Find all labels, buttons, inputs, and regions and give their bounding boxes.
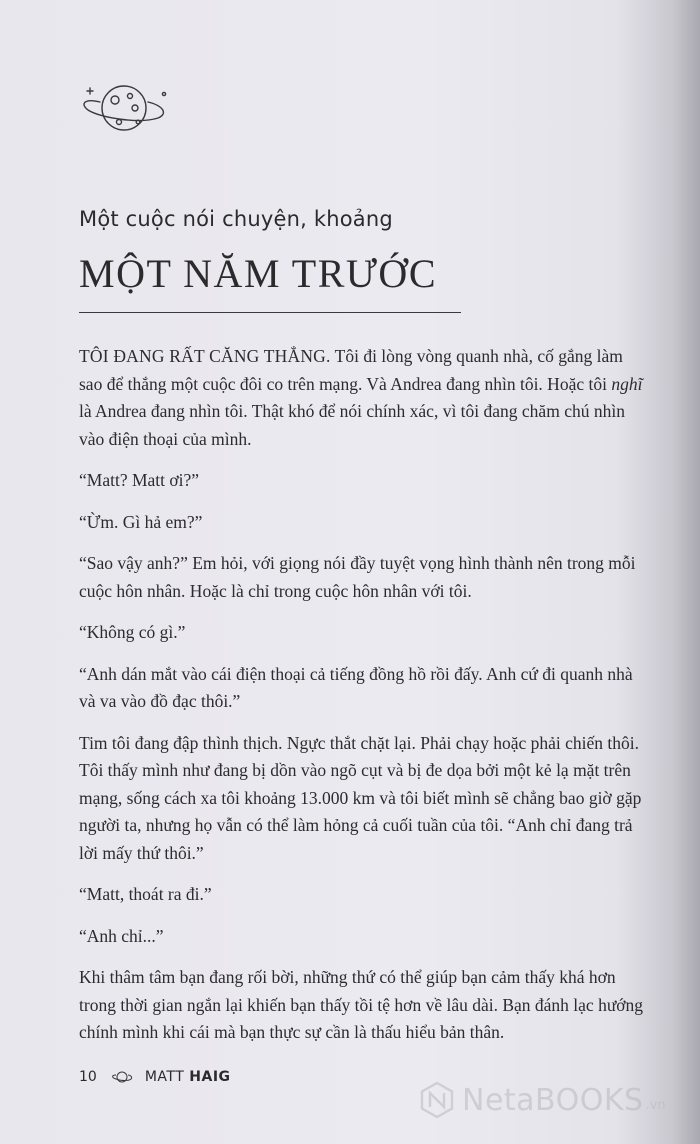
paragraph-1 [79,343,647,453]
netabooks-logo-icon [418,1081,456,1119]
paragraph-1-emphasis: nghĩ [611,373,643,394]
paragraph-7: Tim tôi đang đập thình thịch. Ngực thắt chặt lại. Phải chạy hoặc phải chiến thôi. Tôi thấy mình như đang bị dồn vào ngõ cụt và bị đe dọa bởi một kẻ lạ mặt trên mạng, sống cách xa tôi khoảng 13.000 km và tôi biết mình sẽ chẳng bao giờ gặp người ta, nhưng họ vẫn có thể làm hỏng cả cuối tuần của tôi. “Anh chỉ đang trả lời mấy thứ thôi.” [79,732,642,863]
planet-icon [78,72,170,142]
page-footer [79,1069,231,1085]
paragraph-10: Khi thâm tâm bạn đang rối bời, những thứ có thể giúp bạn cảm thấy khá hơn trong thời gian ngắn lại khiến bạn thấy tồi tệ hơn về lâu dài. Bạn đánh lạc hướng chính mình khi cái mà bạn thực sự cần là thấu hiểu bản thân. [79,967,644,1042]
paragraph-4: “Sao vậy anh?” Em hỏi, với giọng nói đầy tuyệt vọng hình thành nên trong mỗi cuộc hôn nhân. Hoặc là chỉ trong cuộc hôn nhân với tôi. [79,553,636,601]
watermark-tld: .vn [645,1098,666,1113]
opening-caps: TÔI ĐANG RẤT CĂNG THẲNG. [79,346,331,366]
paragraph-1-text-a: Tôi đi lòng vòng quanh nhà, cố gắng làm sao để thắng một cuộc đôi co trên mạng. Và Andrea đang nhìn tôi. Hoặc tôi [79,346,623,394]
paragraph-6: “Anh dán mắt vào cái điện thoại cả tiếng đồng hồ rồi đấy. Anh cứ đi quanh nhà và va vào đồ đạc thôi.” [79,663,633,711]
chapter-title: MỘT NĂM TRƯỚC [79,251,437,296]
watermark [418,1081,666,1119]
paragraph-3: “Ừm. Gì hả em?” [79,511,203,532]
author-first-name: MATT [144,1069,185,1085]
page-number: 10 [79,1069,97,1085]
watermark-text: NetaBOOKS [462,1082,644,1118]
paragraph-1-text-b: là Andrea đang nhìn tôi. Thật khó để nói chính xác, vì tôi đang chăm chú nhìn vào điện thoại của mình. [79,401,625,449]
paragraph-9: “Anh chỉ...” [79,925,164,946]
paragraph-8: “Matt, thoát ra đi.” [79,884,212,904]
small-planet-icon [111,1069,133,1085]
paragraph-5: “Không có gì.” [79,622,186,642]
author-last-name: HAIG [189,1069,231,1085]
title-divider [79,312,461,313]
paragraph-2: “Matt? Matt ơi?” [79,470,200,490]
chapter-body [79,343,647,1061]
chapter-subtitle: Một cuộc nói chuyện, khoảng [79,207,393,231]
